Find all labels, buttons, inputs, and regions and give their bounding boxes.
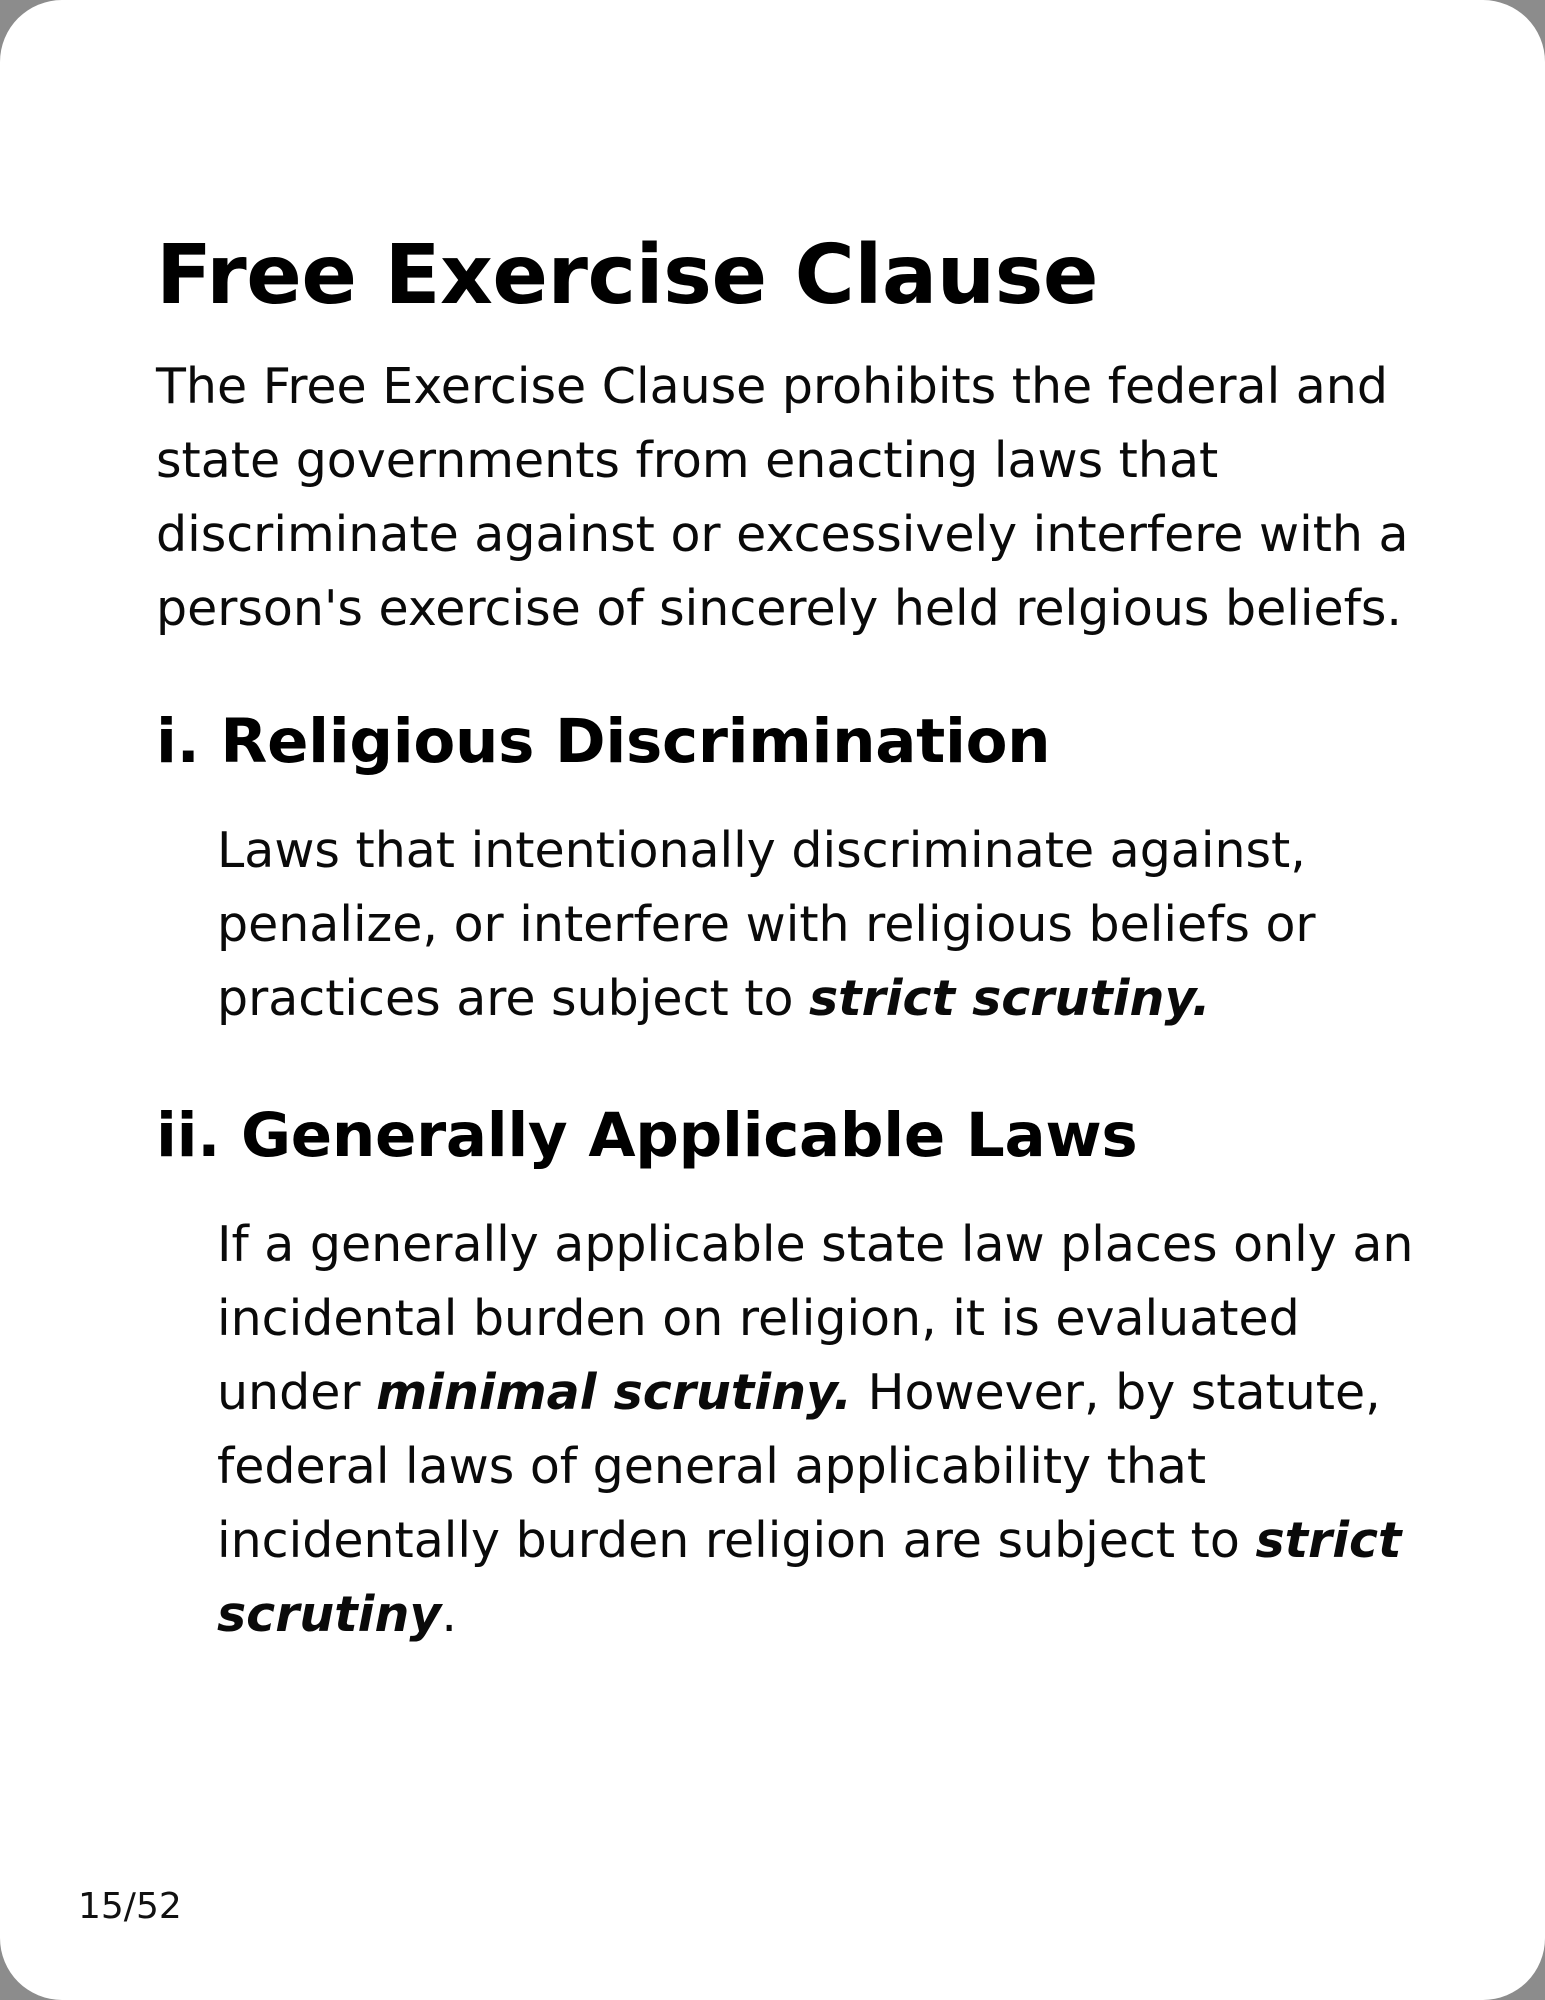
section-text-end: .: [441, 1586, 457, 1643]
intro-paragraph: The Free Exercise Clause prohibits the federal and state governments from enacting laws that discriminate against or excessively interfere with a person's exercise of sincerely held relgious beliefs.: [156, 358, 1409, 637]
section-text: If a generally applicable state law places only an incidental burden on religion, it is evaluated under: [217, 1216, 1414, 1421]
section-body-generally-applicable-laws: [217, 1208, 1426, 1652]
section-heading-generally-applicable-laws: ii. Generally Applicable Laws: [156, 1100, 1138, 1171]
slide-content: [156, 220, 1426, 1652]
section-body-religious-discrimination: [217, 814, 1426, 1036]
page-number: 15/52: [78, 1886, 182, 1927]
emphasis-minimal-scrutiny: minimal scrutiny.: [376, 1364, 853, 1421]
section-heading-religious-discrimination: i. Religious Discrimination: [156, 706, 1051, 777]
section-text: Laws that intentionally discriminate against, penalize, or interfere with religious beliefs or practices are subject to: [217, 822, 1316, 1027]
section-text-middle: However, by statute, federal laws of general applicability that incidentally burden religion are subject to: [217, 1364, 1381, 1569]
emphasis-strict-scrutiny: strict scrutiny: [217, 1512, 1402, 1643]
slide-title: Free Exercise Clause: [156, 228, 1099, 323]
emphasis-strict-scrutiny: strict scrutiny.: [809, 970, 1211, 1027]
